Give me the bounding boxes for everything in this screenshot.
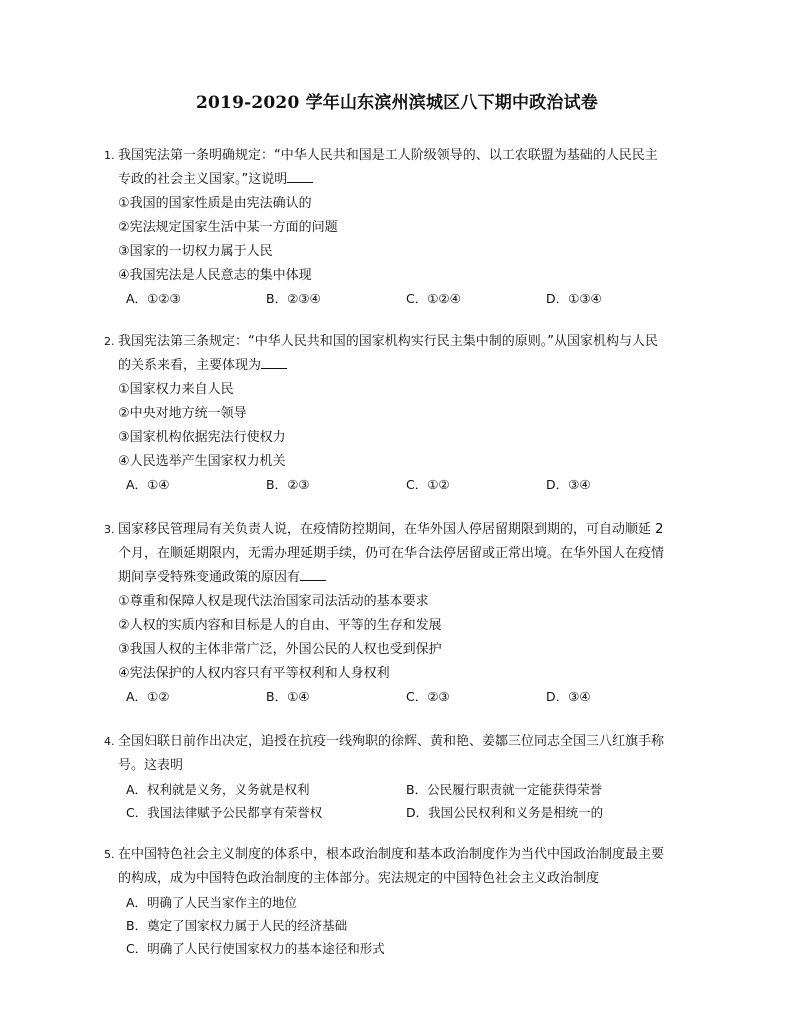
choice-b: B．②③ [266,477,310,492]
answer-choices [104,474,704,496]
statement-item: ④我国宪法是人民意志的集中体现 [118,268,312,283]
choice-d: D．我国公民权利和义务是相统一的 [406,805,604,820]
choice-c: C．②③ [406,689,450,704]
statement-item: ③我国人权的主体非常广泛，外国公民的人权也受到保护 [118,642,442,657]
stem-line: 国家移民管理局有关负责人说，在疫情防控期间，在华外国人停居留期限到期的，可自动顺延 2 [118,522,664,537]
answer-choices [104,778,704,824]
answer-choices [104,686,704,708]
stem-line: 在中国特色社会主义制度的体系中，根本政治制度和基本政治制度作为当代中国政治制度最主要 [118,847,665,862]
choice-c: C．明确了人民行使国家权力的基本途径和形式 [126,941,385,956]
question-number: 5. [104,848,115,861]
stem-line: 我国宪法第三条规定：“中华人民共和国的国家机构实行民主集中制的原则。”从国家机构与人民 [118,334,658,349]
question-1 [104,144,704,310]
choice-d: D．①③④ [546,291,602,306]
choice-c: C．①②④ [406,291,461,306]
statement-item: ①尊重和保障人权是现代法治国家司法活动的基本要求 [118,594,429,609]
answer-blank [287,168,313,183]
question-stem [104,144,704,192]
choice-c: C．①② [406,477,450,492]
question-stem [104,330,704,378]
choice-c: C．我国法律赋予公民都享有荣誉权 [126,805,323,820]
statement-item: ④宪法保护的人权内容只有平等权利和人身权利 [118,666,390,681]
question-4 [104,730,704,824]
stem-line: 我国宪法第一条明确规定：“中华人民共和国是工人阶级领导的、以工农联盟为基础的人民民主 [118,148,658,163]
stem-line-last: 的构成，成为中国特色政治制度的主体部分。宪法规定的中国特色社会主义政治制度 [118,871,600,886]
question-stem [104,843,704,891]
question-number: 2. [104,335,115,348]
question-3 [104,518,704,708]
stem-line-last: 专政的社会主义国家。”这说明 [118,168,704,192]
question-stem [104,518,704,590]
statement-item: ②人权的实质内容和目标是人的自由、平等的生存和发展 [118,618,442,633]
choice-a: A．权利就是义务，义务就是权利 [126,782,310,797]
choice-a: A．明确了人民当家作主的地位 [126,895,298,910]
choice-b: B．②③④ [266,291,321,306]
statement-item: ①我国的国家性质是由宪法确认的 [118,196,312,211]
statement-item: ②宪法规定国家生活中某一方面的问题 [118,220,338,235]
answer-choices [104,891,704,960]
choice-b: B．①④ [266,689,310,704]
choice-b: B．奠定了国家权力属于人民的经济基础 [126,918,348,933]
choice-a: A．①② [126,689,170,704]
question-number: 1. [104,149,115,162]
stem-line-last: 的关系来看，主要体现为 [118,354,704,378]
answer-blank [300,566,326,581]
choice-d: D．③④ [546,689,591,704]
question-number: 3. [104,523,115,536]
answer-choices [104,288,704,310]
answer-blank [261,354,287,369]
statement-item: ③国家的一切权力属于人民 [118,244,273,259]
stem-line-last: 期间享受特殊变通政策的原因有 [118,566,704,590]
question-stem [104,730,704,778]
statement-item: ③国家机构依据宪法行使权力 [118,430,286,445]
stem-line: 全国妇联日前作出决定，追授在抗疫一线殉职的徐辉、黄和艳、姜鄒三位同志全国三八红旗手称 [118,734,665,749]
exam-title: 2019-2020 学年山东滨州滨城区八下期中政治试卷 [195,93,598,113]
question-5 [104,843,704,960]
choice-d: D．③④ [546,477,591,492]
choice-a: A．①④ [126,477,170,492]
question-number: 4. [104,735,115,748]
choice-b: B．公民履行职责就一定能获得荣誉 [406,782,603,797]
choice-a: A．①②③ [126,291,181,306]
statement-item: ②中央对地方统一领导 [118,406,247,421]
stem-line: 个月，在顺延期限内，无需办理延期手续，仍可在华合法停居留或正常出境。在华外国人在疫情 [118,546,665,561]
statement-item: ④人民选举产生国家权力机关 [118,454,286,469]
stem-line-last: 号。这表明 [118,758,184,773]
question-2 [104,330,704,496]
statement-item: ①国家权力来自人民 [118,382,234,397]
